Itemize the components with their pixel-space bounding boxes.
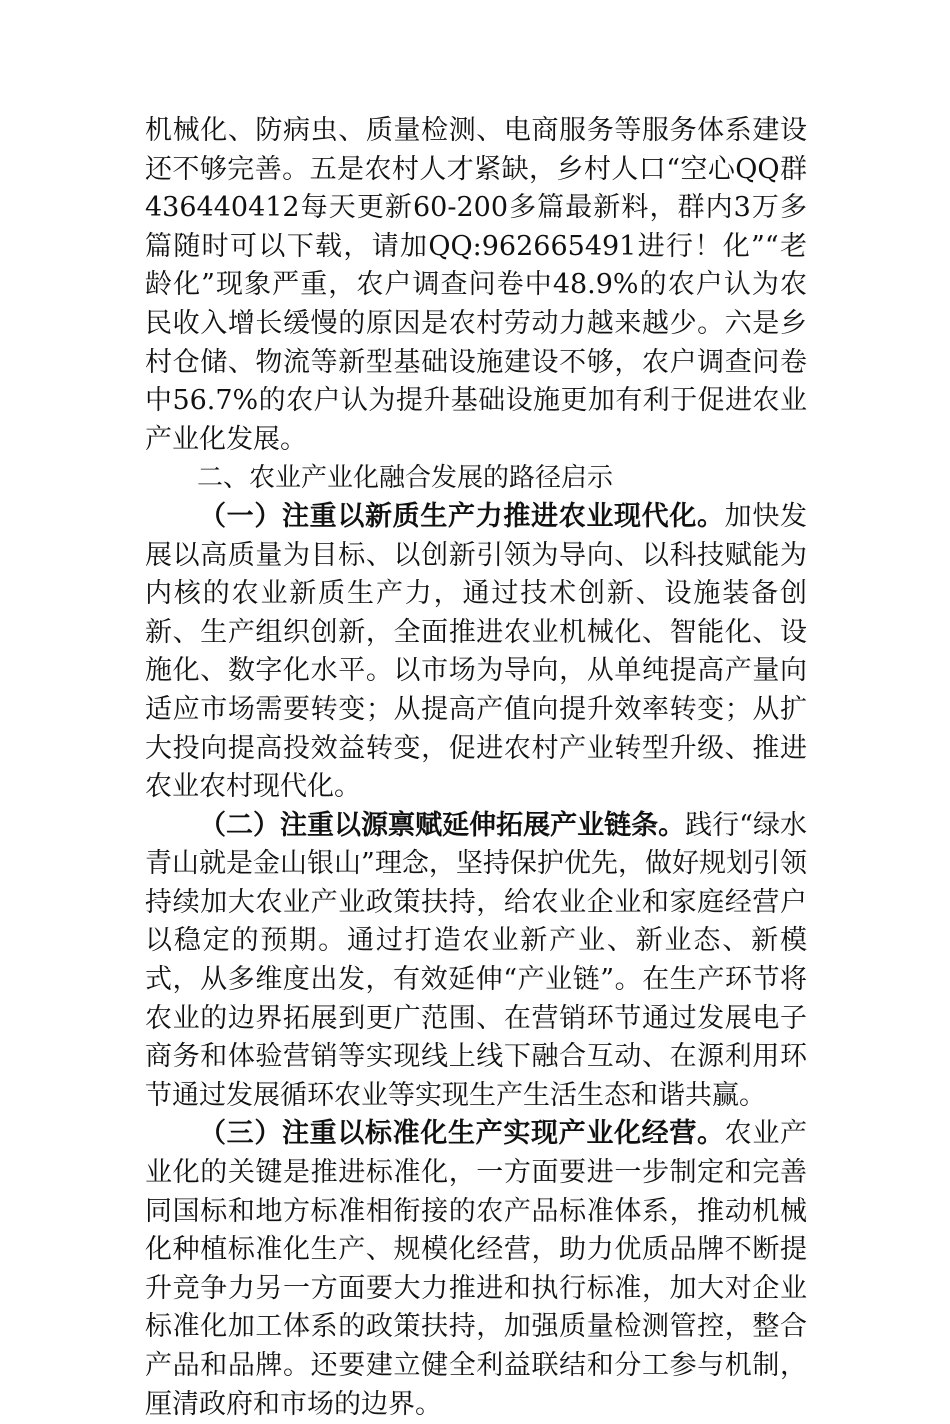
section-1-lead: （一）注重以新质生产力推进农业现代化。	[199, 500, 725, 532]
section-1-body: 加快发展以高质量为目标、以创新引领为导向、以科技赋能为内核的农业新质生产力，通过技术创新、设施装备创新、生产组织创新，全面推进农业机械化、智能化、设施化、数字化水平。以市场为导向，从单纯提高产量向适应市场需要转变；从提高产值向提升效率转变；从扩大投向提高投效益转变，促进农村产业转型升级、推进农业农村现代化。	[145, 500, 808, 803]
document-page	[145, 112, 807, 1424]
section-2-lead: （二）注重以源禀赋延伸拓展产业链条。	[199, 809, 686, 841]
section-3-lead: （三）注重以标准化生产实现产业化经营。	[199, 1118, 725, 1150]
section-heading: 二、农业产业化融合发展的路径启示	[197, 463, 614, 494]
section-3-body: 农业产业化的关键是推进标准化，一方面要进一步制定和完善同国标和地方标准相衔接的农产品标准体系，推动机械化种植标准化生产、规模化经营，助力优质品牌不断提升竞争力另一方面要大力推进和执行标准，加大对企业标准化加工体系的政策扶持，加强质量检测管控，整合产品和品牌。还要建立健全利益联结和分工参与机制，厘清政府和市场的边界。	[145, 1118, 808, 1420]
section-paragraph-3	[145, 1115, 807, 1424]
section-paragraph-2	[145, 807, 807, 1116]
section-paragraph-1	[145, 498, 807, 807]
continuation-paragraph: 机械化、防病虫、质量检测、电商服务等服务体系建设还不够完善。五是农村人才紧缺，乡村人口“空心QQ群436440412每天更新60-200多篇最新料，群内3万多篇随时可以下载，请加QQ:962665491进行！化”“老龄化”现象严重，农户调查问卷中48.9%的农户认为农民收入增长缓慢的原因是农村劳动力越来越少。六是乡村仓储、物流等新型基础设施建设不够，农户调查问卷中56.7%的农户认为提升基础设施更加有利于促进农业产业化发展。	[145, 115, 807, 455]
section-2-body: 践行“绿水青山就是金山银山”理念，坚持保护优先，做好规划引领持续加大农业产业政策扶持，给农业企业和家庭经营户以稳定的预期。通过打造农业新产业、新业态、新模式，从多维度出发，有效延伸“产业链”。在生产环节将农业的边界拓展到更广范围、在营销环节通过发展电子商务和体验营销等实现线上线下融合互动、在源利用环节通过发展循环农业等实现生产生活生态和谐共赢。	[145, 809, 807, 1111]
